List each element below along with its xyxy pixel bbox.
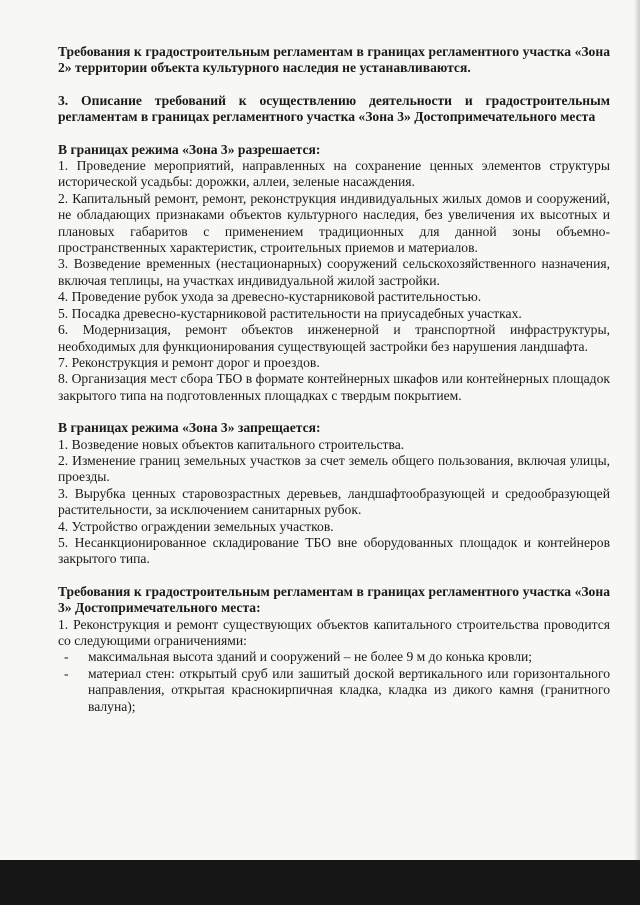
- spacer: [58, 126, 610, 142]
- allowed-item: 4. Проведение рубок ухода за древесно-кустарниковой растительностью.: [58, 289, 482, 305]
- prohibited-heading: В границах режима «Зона 3» запрещается:: [58, 420, 321, 436]
- allowed-list: [58, 158, 610, 404]
- spacer: [58, 77, 610, 93]
- dash-marker: -: [64, 665, 69, 681]
- prohibited-item: 1. Возведение новых объектов капитального строительства.: [58, 436, 405, 452]
- dash-item-text: материал стен: открытый сруб или зашитый доской вертикального или горизонтального направления, открытая краснокирпичная кладка, кладка из дикого камня (гранитного валуна);: [88, 665, 610, 714]
- prohibited-item: 5. Несанкционированное складирование ТБО вне оборудованных площадок и контейнеров закрытого типа.: [58, 534, 610, 567]
- allowed-item: 1. Проведение мероприятий, направленных на сохранение ценных элементов структуры исторической усадьбы: дорожки, аллеи, зеленые насаждения.: [58, 158, 610, 190]
- zone3-requirements-heading: Требования к градостроительным регламентам в границах регламентного участка «Зона 3» Достопримечательного места:: [58, 583, 610, 616]
- scan-shadow-edge: [634, 0, 640, 860]
- allowed-heading: В границах режима «Зона 3» разрешается:: [58, 141, 321, 157]
- allowed-item: 3. Возведение временных (нестационарных) сооружений сельскохозяйственного назначения, включая теплицы, на участках индивидуальной жилой застройки.: [58, 256, 610, 288]
- prohibited-item: 3. Вырубка ценных старовозрастных деревьев, ландшафтообразующей и средообразующей растительности, за исключением санитарных рубок.: [58, 485, 610, 518]
- prohibited-item: 2. Изменение границ земельных участков за счет земель общего пользования, включая улицы, проезды.: [58, 452, 610, 485]
- dash-list-item: [58, 666, 610, 715]
- prohibited-item: 4. Устройство ограждении земельных участков.: [58, 518, 334, 534]
- scanner-bottom-border: [0, 860, 640, 905]
- allowed-item: 2. Капитальный ремонт, ремонт, реконструкция индивидуальных жилых домов и сооружений, не обладающих признаками объектов культурного наследия, без увеличения их высотных и плановых габаритов с применением традиционных для данной зоны объемно-пространственных характеристик, строительных приемов и материалов.: [58, 190, 610, 256]
- zone2-requirements: Требования к градостроительным регламентам в границах регламентного участка «Зона 2» территории объекта культурного наследия не устанавливаются.: [58, 44, 610, 76]
- allowed-item: 5. Посадка древесно-кустарниковой растительности на приусадебных участках.: [58, 305, 522, 321]
- dash-list-item: [58, 649, 610, 665]
- allowed-item: 6. Модернизация, ремонт объектов инженерной и транспортной инфраструктуры, необходимых для функционирования существующей застройки без нарушения ландшафта.: [58, 322, 610, 354]
- section3-heading: 3. Описание требований к осуществлению деятельности и градостроительным регламентам в границах регламентного участка «Зона 3» Достопримечательного места: [58, 92, 610, 125]
- spacer: [58, 568, 610, 584]
- dash-item-text: максимальная высота зданий и сооружений – не более 9 м до конька кровли;: [88, 649, 533, 665]
- allowed-item: 7. Реконструкция и ремонт дорог и проездов.: [58, 354, 320, 370]
- document-body: [58, 44, 610, 715]
- dash-marker: -: [64, 649, 69, 665]
- spacer: [58, 404, 610, 420]
- allowed-item: 8. Организация мест сбора ТБО в формате контейнерных шкафов или контейнерных площадок закрытого типа на подготовленных площадках с твердым покрытием.: [58, 371, 610, 403]
- prohibited-list: [58, 437, 610, 568]
- zone3-item: 1. Реконструкция и ремонт существующих объектов капитального строительства проводится со следующими ограничениями:: [58, 616, 610, 648]
